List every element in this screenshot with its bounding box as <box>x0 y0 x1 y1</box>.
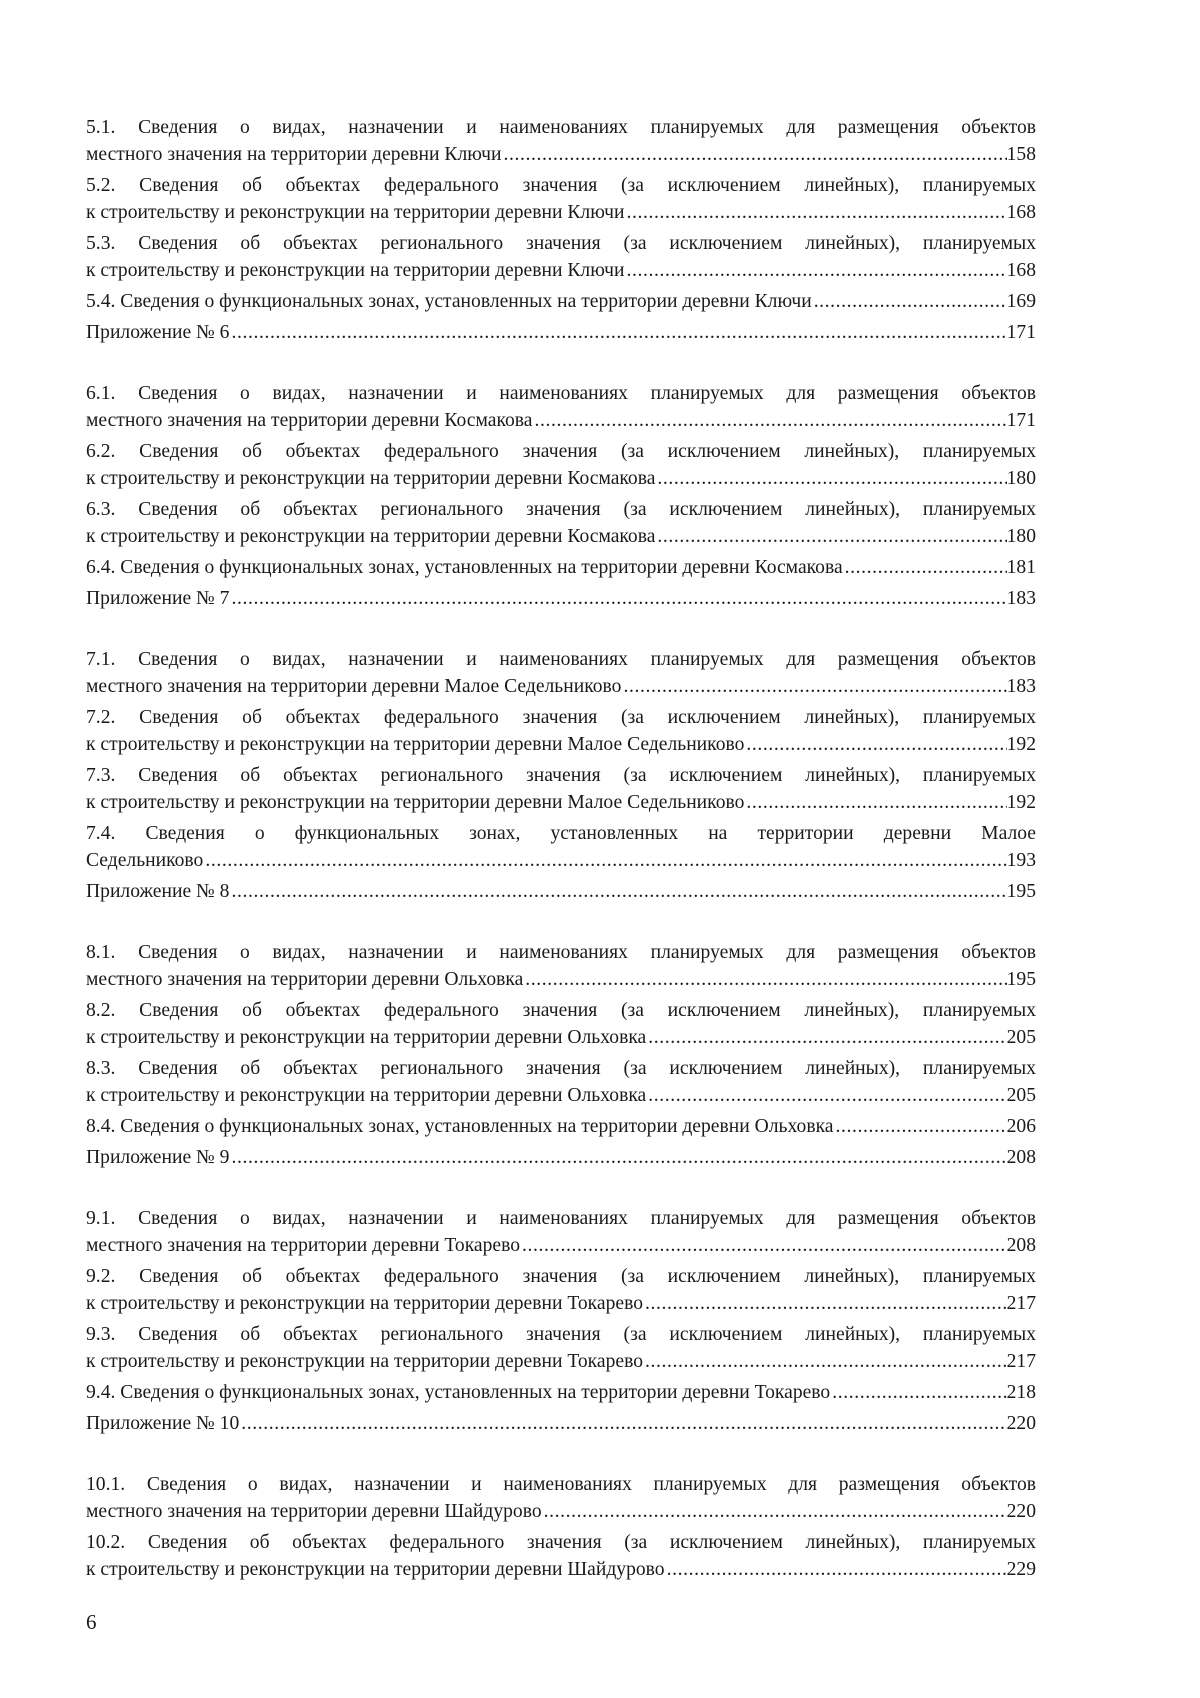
toc-entry[interactable] <box>86 1529 1036 1583</box>
toc-entry-title-text: 8.4. Сведения о функциональных зонах, установленных на территории деревни Ольховка <box>86 1116 834 1137</box>
dot-leader <box>502 141 1007 168</box>
toc-page-number: 158 <box>1006 144 1036 165</box>
toc-entry-last-line <box>86 407 1036 434</box>
toc-entry-last-line <box>86 585 1036 612</box>
dot-leader <box>744 789 1006 816</box>
toc-entry-title-line: 7.3. Сведения об объектах регионального значения (за исключением линейных), планируемых <box>86 765 1036 786</box>
toc-entry-last-line <box>86 1498 1036 1525</box>
dot-leader <box>229 878 1006 905</box>
toc-entry-title-text: к строительству и реконструкции на территории деревни Ключи <box>86 202 625 223</box>
toc-entry[interactable] <box>86 1144 1036 1171</box>
toc-page-number: 217 <box>1006 1293 1036 1314</box>
dot-leader <box>229 319 1006 346</box>
dot-leader <box>624 257 1006 284</box>
toc-page-number: 229 <box>1006 1559 1036 1580</box>
toc-entry-last-line <box>86 1082 1036 1109</box>
toc-entry-title-line: 5.1. Сведения о видах, назначении и наименованиях планируемых для размещения объектов <box>86 117 1036 138</box>
toc-entry[interactable] <box>86 762 1036 816</box>
toc-page-number: 171 <box>1006 322 1036 343</box>
toc-entry[interactable] <box>86 288 1036 315</box>
toc-entry[interactable] <box>86 172 1036 226</box>
toc-entry-last-line <box>86 257 1036 284</box>
toc-page-number: 217 <box>1006 1351 1036 1372</box>
dot-leader <box>834 1113 1007 1140</box>
dot-leader <box>523 966 1006 993</box>
toc-page-number: 206 <box>1006 1116 1036 1137</box>
toc-entry-title-text: к строительству и реконструкции на территории деревни Шайдурово <box>86 1559 665 1580</box>
toc-entry-last-line <box>86 878 1036 905</box>
toc-entry-title-text: к строительству и реконструкции на территории деревни Космакова <box>86 468 656 489</box>
toc-page-number: 180 <box>1006 468 1036 489</box>
toc-entry-last-line <box>86 288 1036 315</box>
toc-entry-last-line <box>86 1232 1036 1259</box>
toc-entry[interactable] <box>86 997 1036 1051</box>
toc-page-number: 168 <box>1006 260 1036 281</box>
toc-entry-last-line <box>86 966 1036 993</box>
toc-entry[interactable] <box>86 1055 1036 1109</box>
dot-leader <box>520 1232 1007 1259</box>
toc-entry-title-text: к строительству и реконструкции на территории деревни Космакова <box>86 526 656 547</box>
toc-entry-last-line <box>86 465 1036 492</box>
toc-entry[interactable] <box>86 820 1036 874</box>
dot-leader <box>542 1498 1007 1525</box>
toc-entry-title-text: местного значения на территории деревни Ключи <box>86 144 502 165</box>
toc-page-number: 169 <box>1006 291 1036 312</box>
toc-entry-title-line: 8.3. Сведения об объектах регионального значения (за исключением линейных), планируемых <box>86 1058 1036 1079</box>
toc-entry-last-line <box>86 141 1036 168</box>
toc-entry-title-line: 7.1. Сведения о видах, назначении и наименованиях планируемых для размещения объектов <box>86 649 1036 670</box>
toc-entry[interactable] <box>86 1410 1036 1437</box>
toc-entry-last-line <box>86 1024 1036 1051</box>
toc-entry-title-text: Седельниково <box>86 850 204 871</box>
toc-entry[interactable] <box>86 1471 1036 1525</box>
toc-entry-title-text: Приложение № 7 <box>86 588 230 609</box>
dot-leader <box>624 199 1006 226</box>
toc-entry[interactable] <box>86 438 1036 492</box>
toc-entry-last-line <box>86 789 1036 816</box>
dot-leader <box>665 1556 1007 1583</box>
toc-entry[interactable] <box>86 230 1036 284</box>
toc-page-number: 218 <box>1006 1382 1036 1403</box>
toc-entry[interactable] <box>86 939 1036 993</box>
toc-entry-title-line: 9.2. Сведения об объектах федерального значения (за исключением линейных), планируемых <box>86 1266 1036 1287</box>
table-of-contents <box>86 114 1036 1587</box>
toc-entry-title-text: к строительству и реконструкции на территории деревни Токарево <box>86 1293 643 1314</box>
toc-entry-title-text: к строительству и реконструкции на территории деревни Малое Седельниково <box>86 734 745 755</box>
toc-entry-title-text: местного значения на территории деревни Токарево <box>86 1235 521 1256</box>
dot-leader <box>532 407 1006 434</box>
dot-leader <box>643 1290 1007 1317</box>
toc-page-number: 220 <box>1006 1501 1036 1522</box>
toc-entry-title-line: 6.3. Сведения об объектах регионального значения (за исключением линейных), планируемых <box>86 499 1036 520</box>
dot-leader <box>646 1024 1006 1051</box>
toc-entry-title-text: 5.4. Сведения о функциональных зонах, установленных на территории деревни Ключи <box>86 291 812 312</box>
toc-entry-title-line: 10.1. Сведения о видах, назначении и наименованиях планируемых для размещения объектов <box>86 1474 1036 1495</box>
toc-page-number: 168 <box>1006 202 1036 223</box>
toc-entry-title-line: 9.3. Сведения об объектах регионального значения (за исключением линейных), планируемых <box>86 1324 1036 1345</box>
toc-page-number: 208 <box>1006 1235 1036 1256</box>
toc-page-number: 193 <box>1006 850 1036 871</box>
toc-entry-title-text: местного значения на территории деревни Космакова <box>86 410 533 431</box>
toc-entry-title-line: 6.2. Сведения об объектах федерального значения (за исключением линейных), планируемых <box>86 441 1036 462</box>
dot-leader <box>229 585 1006 612</box>
toc-entry-title-text: местного значения на территории деревни Шайдурово <box>86 1501 542 1522</box>
toc-entry-title-line: 8.1. Сведения о видах, назначении и наименованиях планируемых для размещения объектов <box>86 942 1036 963</box>
toc-entry-last-line <box>86 1113 1036 1140</box>
toc-entry[interactable] <box>86 1379 1036 1406</box>
toc-entry-last-line <box>86 554 1036 581</box>
toc-entry[interactable] <box>86 496 1036 550</box>
toc-entry-last-line <box>86 319 1036 346</box>
toc-page-number: 181 <box>1006 557 1036 578</box>
toc-entry-title-text: к строительству и реконструкции на территории деревни Токарево <box>86 1351 643 1372</box>
toc-entry-last-line <box>86 673 1036 700</box>
dot-leader <box>843 554 1007 581</box>
page-number: 6 <box>86 1610 97 1634</box>
toc-entry-title-text: Приложение № 9 <box>86 1147 230 1168</box>
toc-entry[interactable] <box>86 1205 1036 1259</box>
toc-entry-title-line: 8.2. Сведения об объектах федерального значения (за исключением линейных), планируемых <box>86 1000 1036 1021</box>
dot-leader <box>239 1410 1006 1437</box>
toc-entry[interactable] <box>86 704 1036 758</box>
toc-entry-title-text: Приложение № 10 <box>86 1413 240 1434</box>
toc-entry[interactable] <box>86 585 1036 612</box>
toc-entry-title-line: 9.1. Сведения о видах, назначении и наименованиях планируемых для размещения объектов <box>86 1208 1036 1229</box>
toc-entry-title-text: 6.4. Сведения о функциональных зонах, установленных на территории деревни Космакова <box>86 557 843 578</box>
dot-leader <box>203 847 1006 874</box>
toc-entry-title-line: 6.1. Сведения о видах, назначении и наименованиях планируемых для размещения объектов <box>86 383 1036 404</box>
toc-entry-last-line <box>86 1379 1036 1406</box>
toc-page-number: 183 <box>1006 588 1036 609</box>
toc-entry-last-line <box>86 731 1036 758</box>
toc-entry[interactable] <box>86 646 1036 700</box>
toc-entry-title-line: 5.2. Сведения об объектах федерального значения (за исключением линейных), планируемых <box>86 175 1036 196</box>
toc-page-number: 171 <box>1006 410 1036 431</box>
toc-entry-title-line: 5.3. Сведения об объектах регионального значения (за исключением линейных), планируемых <box>86 233 1036 254</box>
dot-leader <box>812 288 1007 315</box>
toc-entry-title-text: к строительству и реконструкции на территории деревни Ольховка <box>86 1085 647 1106</box>
toc-entry[interactable] <box>86 380 1036 434</box>
toc-entry-title-text: к строительству и реконструкции на территории деревни Ольховка <box>86 1027 647 1048</box>
toc-entry-last-line <box>86 1348 1036 1375</box>
toc-entry-title-line: 7.2. Сведения об объектах федерального значения (за исключением линейных), планируемых <box>86 707 1036 728</box>
toc-entry-title-line: 7.4. Сведения о функциональных зонах, установленных на территории деревни Малое <box>86 823 1036 844</box>
toc-entry[interactable] <box>86 319 1036 346</box>
toc-page-number: 205 <box>1006 1085 1036 1106</box>
toc-entry-last-line <box>86 1290 1036 1317</box>
toc-entry-title-text: к строительству и реконструкции на территории деревни Малое Седельниково <box>86 792 745 813</box>
toc-entry[interactable] <box>86 1113 1036 1140</box>
toc-page-number: 208 <box>1006 1147 1036 1168</box>
toc-page-number: 192 <box>1006 734 1036 755</box>
toc-page-number: 220 <box>1006 1413 1036 1434</box>
toc-entry-title-line: 10.2. Сведения об объектах федерального значения (за исключением линейных), планируемых <box>86 1532 1036 1553</box>
toc-entry-title-text: местного значения на территории деревни Малое Седельниково <box>86 676 622 697</box>
toc-entry-last-line <box>86 847 1036 874</box>
dot-leader <box>744 731 1006 758</box>
toc-page-number: 180 <box>1006 526 1036 547</box>
toc-page-number: 183 <box>1006 676 1036 697</box>
dot-leader <box>655 523 1006 550</box>
dot-leader <box>229 1144 1006 1171</box>
toc-page-number: 195 <box>1006 969 1036 990</box>
dot-leader <box>643 1348 1007 1375</box>
dot-leader <box>830 1379 1006 1406</box>
toc-entry-last-line <box>86 1410 1036 1437</box>
toc-entry[interactable] <box>86 1321 1036 1375</box>
toc-entry[interactable] <box>86 878 1036 905</box>
toc-entry[interactable] <box>86 1263 1036 1317</box>
toc-page-number: 195 <box>1006 881 1036 902</box>
toc-entry-last-line <box>86 199 1036 226</box>
toc-entry-title-text: 9.4. Сведения о функциональных зонах, установленных на территории деревни Токарево <box>86 1382 831 1403</box>
toc-entry-last-line <box>86 1556 1036 1583</box>
toc-entry-last-line <box>86 523 1036 550</box>
toc-entry-title-text: местного значения на территории деревни Ольховка <box>86 969 524 990</box>
toc-entry[interactable] <box>86 114 1036 168</box>
toc-entry-title-text: Приложение № 8 <box>86 881 230 902</box>
toc-entry[interactable] <box>86 554 1036 581</box>
dot-leader <box>655 465 1006 492</box>
dot-leader <box>621 673 1006 700</box>
toc-page-number: 192 <box>1006 792 1036 813</box>
toc-page-number: 205 <box>1006 1027 1036 1048</box>
toc-entry-title-text: к строительству и реконструкции на территории деревни Ключи <box>86 260 625 281</box>
toc-entry-last-line <box>86 1144 1036 1171</box>
toc-entry-title-text: Приложение № 6 <box>86 322 230 343</box>
dot-leader <box>646 1082 1006 1109</box>
